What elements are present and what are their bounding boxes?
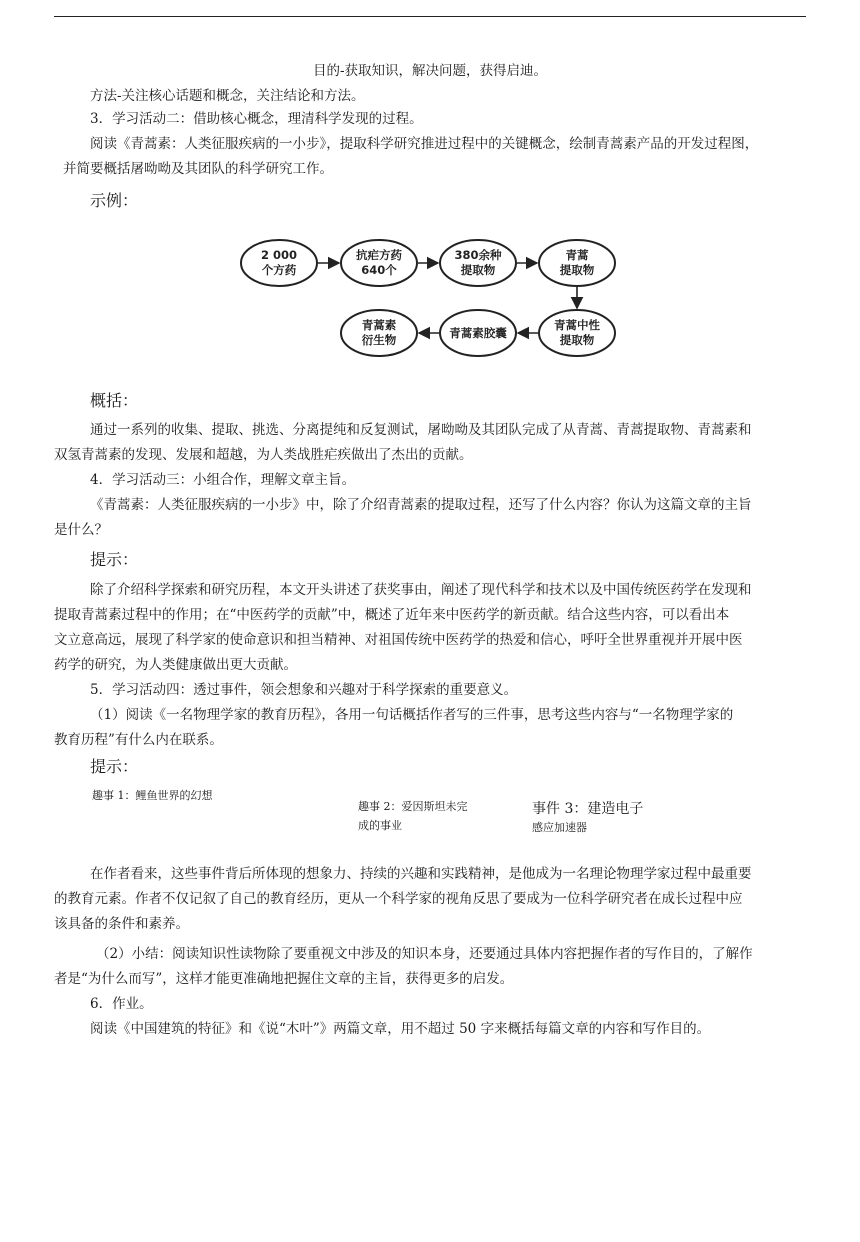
activity4-question-line2: 教育历程”有什么内在联系。 bbox=[54, 732, 223, 748]
example-label: 示例： bbox=[90, 191, 139, 210]
activity4-para-line2: 的教育元素。作者不仅记叙了自己的教育经历，更从一个科学家的视角反思了要成为一位科学研究者在成长过程中应 bbox=[54, 891, 743, 907]
activity2-desc-line2: 并简要概括屠呦呦及其团队的科学研究工作。 bbox=[63, 161, 333, 177]
activity3-hint-label: 提示： bbox=[90, 550, 139, 569]
homework-text: 阅读《中国建筑的特征》和《说“木叶”》两篇文章，用不超过 50 字来概括每篇文章的内容和写作目的。 bbox=[90, 1021, 711, 1037]
flow-node-text: 提取物 bbox=[559, 263, 595, 277]
purpose-line: 目的-获取知识，解决问题，获得启迪。 bbox=[312, 63, 548, 79]
activity4-title: 5．学习活动四：透过事件，领会想象和兴趣对于科学探索的重要意义。 bbox=[90, 682, 518, 698]
flow-node-text: 青蒿中性 bbox=[554, 318, 600, 332]
homework-title: 6．作业。 bbox=[90, 996, 153, 1012]
activity3-hint-line1: 除了介绍科学探索和研究历程，本文开头讲述了获奖事由，阐述了现代科学和技术以及中国传统医药学在发现和 bbox=[90, 582, 752, 598]
event2-line2: 成的事业 bbox=[358, 819, 402, 832]
method-line: 方法-关注核心话题和概念，关注结论和方法。 bbox=[90, 88, 365, 104]
flow-node-text: 青蒿素 bbox=[361, 318, 397, 332]
activity4-question-line1: （1）阅读《一名物理学家的教育历程》，各用一句话概括作者写的三件事，思考这些内容与“一名物理学家的 bbox=[90, 707, 734, 723]
activity3-title: 4．学习活动三：小组合作，理解文章主旨。 bbox=[90, 472, 356, 488]
event2-line1: 趣事 2：爱因斯坦未完 bbox=[358, 800, 468, 813]
flow-node-text: 640个 bbox=[361, 263, 397, 277]
activity3-hint-line3: 文立意高远，展现了科学家的使命意识和担当精神、对祖国传统中医药学的热爱和信心，呼吁全世界重视并开展中医 bbox=[54, 632, 743, 648]
activity3-hint-line4: 药学的研究，为人类健康做出更大贡献。 bbox=[54, 657, 297, 673]
event3-line2: 感应加速器 bbox=[532, 821, 587, 834]
activity4-summary-line1: （2）小结：阅读知识性读物除了要重视文中涉及的知识本身，还要通过具体内容把握作者的写作目的，了解作 bbox=[96, 946, 753, 962]
summary-line1: 通过一系列的收集、提取、挑选、分离提纯和反复测试，屠呦呦及其团队完成了从青蒿、青蒿提取物、青蒿素和 bbox=[90, 422, 752, 438]
flow-node-text: 抗疟方药 bbox=[356, 248, 402, 262]
flow-node-text: 提取物 bbox=[559, 333, 595, 347]
summary-line2: 双氢青蒿素的发现、发展和超越，为人类战胜疟疾做出了杰出的贡献。 bbox=[54, 447, 473, 463]
activity4-para-line3: 该具备的条件和素养。 bbox=[54, 916, 189, 932]
flow-node-text: 380余种 bbox=[454, 248, 502, 262]
flow-node-text: 个方药 bbox=[261, 263, 297, 277]
flow-node-text: 衍生物 bbox=[361, 333, 397, 347]
artemisinin-development-flow-diagram bbox=[240, 233, 618, 365]
activity3-question-line2: 是什么？ bbox=[54, 522, 108, 538]
flow-node-neutral-extract bbox=[539, 309, 615, 357]
flow-node-antimalarial-prescriptions bbox=[341, 239, 417, 287]
activity2-desc-line1: 阅读《青蒿素：人类征服疾病的一小步》，提取科学研究推进过程中的关键概念，绘制青蒿素产品的开发过程图， bbox=[90, 136, 759, 152]
event3-line1: 事件 3：建造电子 bbox=[532, 801, 644, 817]
activity3-question-line1: 《青蒿素：人类征服疾病的一小步》中，除了介绍青蒿素的提取过程，还写了什么内容？你认为这篇文章的主旨 bbox=[90, 497, 752, 513]
flow-node-artemisinin-capsule bbox=[440, 309, 516, 357]
activity4-para-line1: 在作者看来，这些事件背后所体现的想象力、持续的兴趣和实践精神，是他成为一名理论物理学家过程中最重要 bbox=[90, 866, 752, 882]
header-rule bbox=[54, 16, 806, 17]
activity2-title: 3．学习活动二：借助核心概念，理清科学发现的过程。 bbox=[90, 111, 423, 127]
event1-label: 趣事 1：鲤鱼世界的幻想 bbox=[92, 789, 213, 802]
flow-node-artemisinin-derivatives bbox=[341, 309, 417, 357]
flow-node-text: 提取物 bbox=[460, 263, 496, 277]
activity4-summary-line2: 者是“为什么而写”，这样才能更准确地把握住文章的主旨，获得更多的启发。 bbox=[54, 971, 514, 987]
activity4-hint-label: 提示： bbox=[90, 757, 139, 776]
flow-node-2000-prescriptions bbox=[241, 239, 317, 287]
flow-node-text: 2 000 bbox=[260, 248, 297, 262]
flow-node-artemisia-extract bbox=[539, 239, 615, 287]
flow-node-380-extracts bbox=[440, 239, 516, 287]
flow-node-text: 青蒿素胶囊 bbox=[449, 325, 507, 340]
summary-label: 概括： bbox=[90, 391, 139, 410]
flow-node-text: 青蒿 bbox=[565, 248, 589, 262]
activity3-hint-line2: 提取青蒿素过程中的作用；在“中医药学的贡献”中，概述了近年来中医药学的新贡献。结合这些内容，可以看出本 bbox=[54, 607, 730, 623]
